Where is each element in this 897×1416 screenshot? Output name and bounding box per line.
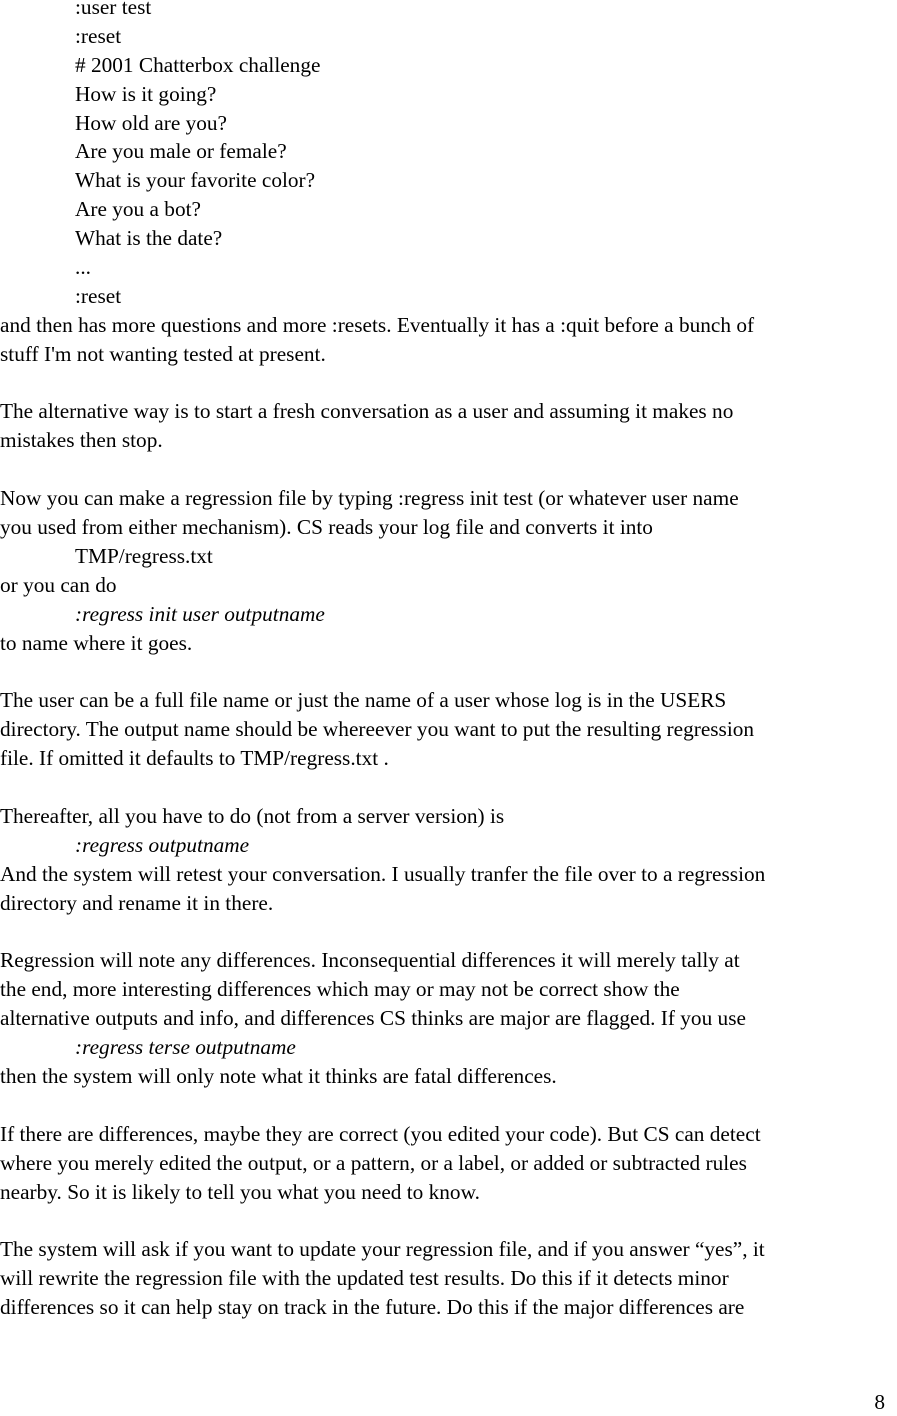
text-line: where you merely edited the output, or a pattern, or a label, or added or subtracted rules	[0, 1150, 747, 1175]
text-line: mistakes then stop.	[0, 428, 163, 453]
text-line: alternative outputs and info, and differences CS thinks are major are flagged. If you use	[0, 1006, 746, 1031]
text-line: The system will ask if you want to update your regression file, and if you answer “yes”, it	[0, 1237, 765, 1262]
text-line: If there are differences, maybe they are correct (you edited your code). But CS can detect	[0, 1121, 761, 1146]
indented-command-line: :regress terse outputname	[75, 1035, 296, 1060]
text-line: and then has more questions and more :resets. Eventually it has a :quit before a bunch of	[0, 312, 755, 337]
text-line: And the system will retest your conversation. I usually tranfer the file over to a regression	[0, 861, 766, 886]
indented-line: TMP/regress.txt	[75, 543, 213, 568]
text-line: then the system will only note what it thinks are fatal differences.	[0, 1063, 557, 1088]
text-line: The user can be a full file name or just the name of a user whose log is in the USERS	[0, 688, 727, 713]
indented-line: What is your favorite color?	[75, 168, 316, 193]
text-line: directory and rename it in there.	[0, 890, 274, 915]
text-line: Now you can make a regression file by typing :regress init test (or whatever user name	[0, 486, 739, 511]
text-line: Regression will note any differences. Inconsequential differences it will merely tally at	[0, 948, 740, 973]
indented-line: What is the date?	[75, 226, 223, 251]
text-line: file. If omitted it defaults to TMP/regress.txt .	[0, 746, 389, 771]
text-line: directory. The output name should be whereever you want to put the resulting regression	[0, 717, 755, 742]
blank-line	[0, 657, 897, 686]
blank-line	[0, 918, 897, 947]
indented-line: :reset	[75, 23, 122, 48]
indented-line: How old are you?	[75, 110, 227, 135]
text-line: Thereafter, all you have to do (not from a server version) is	[0, 803, 505, 828]
blank-line	[0, 773, 897, 802]
indented-line: How is it going?	[75, 81, 217, 106]
text-line: The alternative way is to start a fresh conversation as a user and assuming it makes no	[0, 399, 734, 424]
text-line: you used from either mechanism). CS reads your log file and converts it into	[0, 515, 653, 540]
indented-command-line: :regress init user outputname	[75, 601, 325, 626]
text-line: stuff I'm not wanting tested at present.	[0, 341, 326, 366]
indented-line: :user test	[75, 0, 152, 19]
text-line: to name where it goes.	[0, 630, 193, 655]
text-line: nearby. So it is likely to tell you what you need to know.	[0, 1179, 480, 1204]
indented-line: Are you male or female?	[75, 139, 287, 164]
blank-line	[0, 1091, 897, 1120]
blank-line	[0, 369, 897, 398]
indented-line: # 2001 Chatterbox challenge	[75, 52, 321, 77]
text-line: or you can do	[0, 572, 117, 597]
indented-line: :reset	[75, 283, 122, 308]
indented-command-line: :regress outputname	[75, 832, 250, 857]
blank-line	[0, 1206, 897, 1235]
text-line: will rewrite the regression file with the updated test results. Do this if it detects minor	[0, 1266, 729, 1291]
indented-line: Are you a bot?	[75, 197, 201, 222]
text-line: the end, more interesting differences which may or may not be correct show the	[0, 977, 680, 1002]
text-line: differences so it can help stay on track in the future. Do this if the major differences are	[0, 1295, 745, 1320]
blank-line	[0, 455, 897, 484]
page-number: 8	[874, 1390, 885, 1414]
indented-line: ...	[75, 255, 91, 280]
